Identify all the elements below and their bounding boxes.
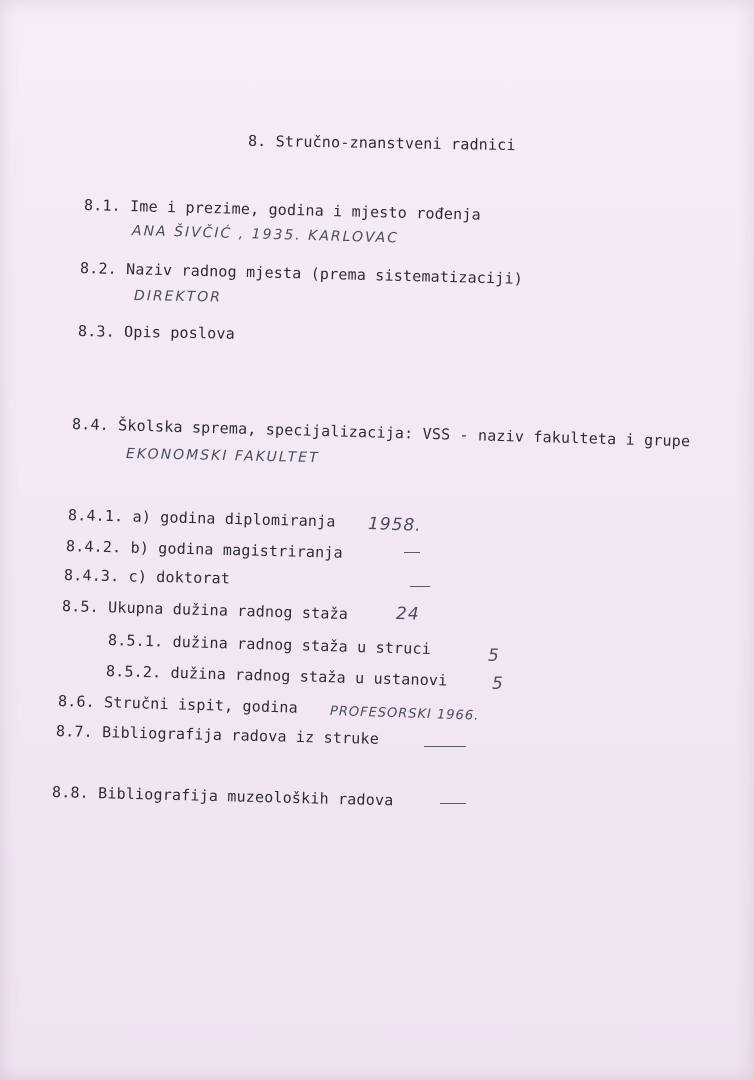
item-8-1-answer: ANA ŠIVČIĆ , 1935. KARLOVAC <box>131 223 400 247</box>
item-8-4-label: 8.4. Školska sprema, specijalizacija: VSS - naziv fakulteta i grupe <box>71 415 691 451</box>
item-8-2-label: 8.2. Naziv radnog mjesta (prema sistematizaciji) <box>79 259 524 288</box>
item-8-5-answer: 24 <box>395 604 420 625</box>
item-8-4-answer: EKONOMSKI FAKULTET <box>125 446 320 467</box>
item-8-7-label: 8.7. Bibliografija radova iz struke <box>55 722 380 748</box>
page-title: 8. Stručno-znanstveni radnici <box>247 131 516 155</box>
item-8-4-1-answer: 1958. <box>367 514 422 536</box>
item-8-4-2-dash <box>404 552 420 553</box>
item-8-4-3-label: 8.4.3. c) doktorat <box>63 566 231 588</box>
item-8-6-answer: PROFESORSKI 1966. <box>329 704 480 724</box>
item-8-5-1-label: 8.5.1. dužina radnog staža u struci <box>107 631 432 659</box>
item-8-6-label: 8.6. Stručni ispit, godina <box>57 692 299 717</box>
item-8-2-answer: DIREKTOR <box>133 288 223 306</box>
item-8-5-2-label: 8.5.2. dužina radnog staža u ustanovi <box>105 662 448 690</box>
item-8-5-label: 8.5. Ukupna dužina radnog staža <box>61 597 349 623</box>
item-8-4-1-label: 8.4.1. a) godina diplomiranja <box>67 506 336 531</box>
item-8-5-2-answer: 5 <box>492 674 504 694</box>
item-8-4-2-label: 8.4.2. b) godina magistriranja <box>65 537 344 562</box>
item-8-4-3-dash <box>410 586 430 587</box>
item-8-3-label: 8.3. Opis poslova <box>77 322 236 343</box>
item-8-8-dash <box>440 803 466 804</box>
item-8-1-label: 8.1. Ime i prezime, godina i mjesto rođenja <box>83 196 482 224</box>
item-8-8-label: 8.8. Bibliografija muzeoloških radova <box>51 783 394 810</box>
item-8-7-dash <box>424 746 466 747</box>
item-8-5-1-answer: 5 <box>488 646 500 666</box>
